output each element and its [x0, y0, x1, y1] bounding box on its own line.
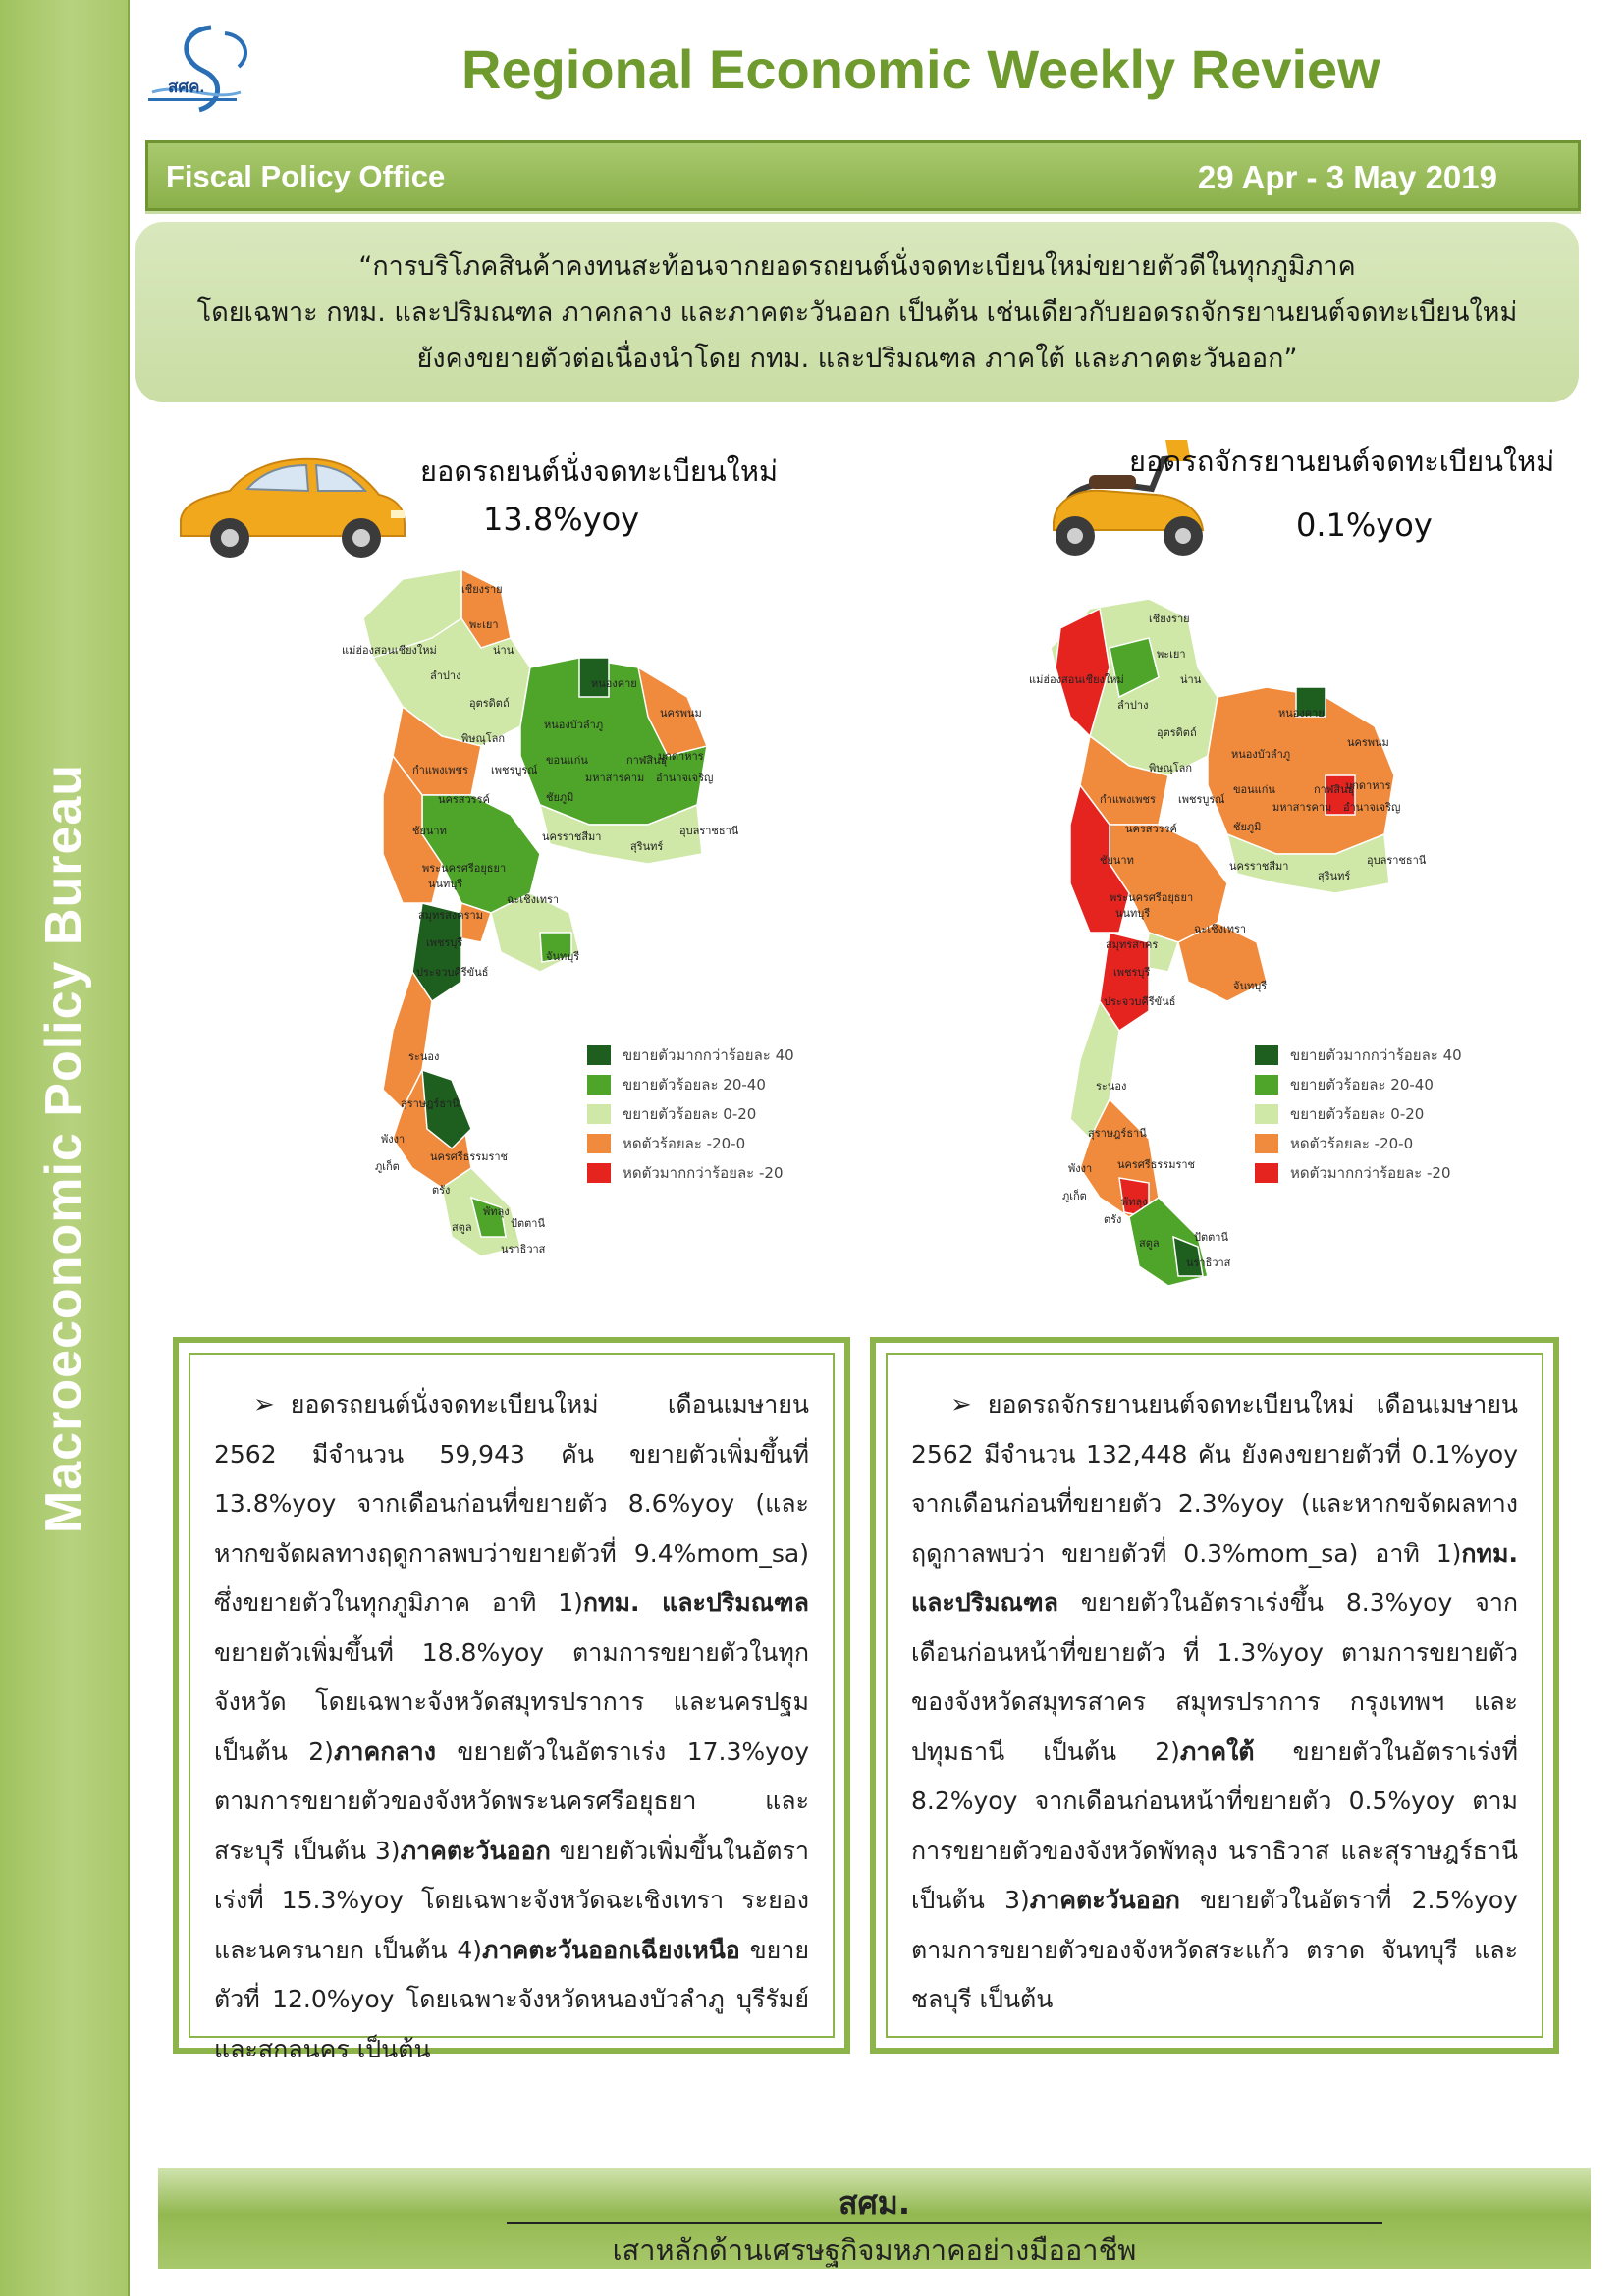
map-legend-left [587, 1041, 794, 1188]
map-label: อุบลราชธานี [1367, 854, 1427, 867]
map-legend-right [1255, 1041, 1462, 1188]
logo-text: สศค. [168, 78, 205, 96]
footer-motto: เสาหลักด้านเศรษฐกิจมหภาคอย่างมืออาชีพ [612, 2233, 1137, 2267]
map-label: นครศรีธรรมราช [1117, 1158, 1196, 1171]
map-label: อุตรดิตถ์ [1157, 726, 1197, 739]
map-label: ตรัง [1104, 1213, 1122, 1226]
scooter-panel-value: 0.1%yoy [1296, 507, 1433, 544]
legend-swatch [1255, 1045, 1278, 1065]
map-label: เพชรบูรณ์ [1178, 793, 1225, 806]
text-run: ขยายตัวที่ 12.0%yoy โดยเฉพาะจังหวัดหนองบัวลำภู บุรีรัมย์ และสกลนคร เป็นต้น [214, 1935, 810, 2063]
map-label: นนทบุรี [428, 878, 463, 890]
map-label: ปัตตานี [1194, 1231, 1228, 1244]
legend-swatch [1255, 1104, 1278, 1124]
legend-label: ขยายตัวร้อยละ 20-40 [623, 1076, 766, 1094]
text-run: ขยายตัวในอัตราที่ 2.5%yoy ตามการขยายตัวของจังหวัดสระแก้ว ตราด จันทบุรี และชลบุรี เป็นต้น [911, 1886, 1519, 2013]
map-label: ฉะเชิงเทรา [507, 893, 560, 906]
text-run: ขยายตัวในอัตราเร่งที่ 8.2%yoy จากเดือนก่อนหน้าที่ขยายตัว 0.5%yoy ตามการขยายตัวของจังหวัดพัทลุง นราธิวาส และสุราษฎร์ธานี เป็นต้น 3) [911, 1736, 1518, 1914]
legend-item [587, 1099, 794, 1129]
summary-quote [135, 222, 1579, 402]
map-label: อำนาจเจริญ [656, 772, 714, 784]
map-label: ชัยนาท [1100, 854, 1134, 867]
car-panel-title: ยอดรถยนต์นั่งจดทะเบียนใหม่ [420, 454, 779, 488]
map-label: แม่ฮ่องสอนเชียงใหม่ [342, 644, 437, 657]
legend-item [1255, 1041, 1462, 1070]
map-label: ภูเก็ต [1062, 1190, 1087, 1202]
map-label: สุราษฎร์ธานี [401, 1097, 460, 1110]
map-label: นครศรีธรรมราช [430, 1150, 509, 1163]
map-label: กาฬสินธุ์ [1314, 783, 1355, 796]
text-run-bold: ภาคตะวันออก [1029, 1886, 1180, 1914]
map-label: แม่ฮ่องสอนเชียงใหม่ [1029, 673, 1124, 686]
map-label: พัทลุง [1121, 1196, 1148, 1208]
map-label: นครสวรรค์ [438, 793, 490, 806]
map-label: สตูล [452, 1221, 472, 1234]
map-label: สุรินทร์ [1318, 870, 1351, 882]
map-label: มุกดาหาร [658, 750, 704, 763]
sidebar [0, 0, 130, 2296]
text-run: ขยายตัวเพิ่มขึ้นในอัตราเร่งที่ 15.3%yoy โดยเฉพาะจังหวัดฉะเชิงเทรา ระยอง และนครนายก เป็นต้น 4) [214, 1836, 810, 1964]
page-title: Regional Economic Weekly Review [461, 38, 1380, 100]
map-label: พังงา [381, 1133, 406, 1146]
car-text-box [173, 1337, 850, 2063]
map-label: นนทบุรี [1115, 907, 1151, 920]
map-label: นครราชสีมา [1229, 860, 1289, 873]
footer-divider [507, 2222, 1382, 2224]
map-label: หนองบัวลำภู [1231, 748, 1291, 761]
map-label: นราธิวาส [501, 1243, 546, 1255]
map-label: มหาสารคาม [1272, 801, 1332, 814]
legend-label: ขยายตัวมากกว่าร้อยละ 40 [1290, 1046, 1462, 1064]
car-paragraph [214, 1380, 809, 2074]
map-label: เชียงราย [461, 583, 503, 596]
map-label: นครพนม [660, 707, 702, 720]
legend-swatch [587, 1163, 611, 1183]
text-run: ขยายตัวเพิ่มขึ้นที่ 18.8%yoy ตามการขยายตัวในทุกจังหวัด โดยเฉพาะจังหวัดสมุทรปราการ และนครปฐม เป็นต้น 2) [214, 1637, 809, 1766]
car-panel-value: 13.8%yoy [483, 501, 640, 538]
legend-item [1255, 1158, 1462, 1188]
map-label: เชียงราย [1149, 613, 1190, 625]
scooter-panel-title: ยอดรถจักรยานยนต์จดทะเบียนใหม่ [1129, 445, 1555, 478]
map-label: กาฬสินธุ์ [626, 754, 668, 767]
map-label: เพชรบุรี [1113, 966, 1151, 979]
map-label: ระนอง [1096, 1080, 1127, 1093]
map-label: กำแพงเพชร [412, 764, 468, 776]
motorcycle-text-box-inner [886, 1353, 1543, 2038]
map-label: เพชรบุรี [426, 936, 463, 949]
legend-label: ขยายตัวร้อยละ 0-20 [623, 1105, 757, 1123]
legend-label: หดตัวร้อยละ -20-0 [1290, 1135, 1414, 1152]
legend-label: ขยายตัวร้อยละ 20-40 [1290, 1076, 1434, 1094]
footer-abbreviation: สศม. [838, 2184, 911, 2221]
map-label: ภูเก็ต [375, 1160, 400, 1173]
motorcycle-text-box [870, 1337, 1559, 2054]
map-label: กำแพงเพชร [1100, 793, 1156, 806]
map-label: อุตรดิตถ์ [469, 697, 510, 710]
map-label: ตรัง [432, 1184, 451, 1197]
map-label: เพชรบูรณ์ [491, 764, 538, 776]
legend-item [1255, 1070, 1462, 1099]
map-label: ชัยภูมิ [1233, 821, 1262, 833]
map-label: สุราษฎร์ธานี [1088, 1127, 1147, 1140]
legend-item [587, 1129, 794, 1158]
map-label: จันทบุรี [1233, 980, 1268, 992]
map-label: มหาสารคาม [585, 772, 645, 784]
map-label: น่าน [1180, 673, 1202, 686]
legend-label: หดตัวร้อยละ -20-0 [623, 1135, 746, 1152]
text-run-bold: ภาคตะวันออก [400, 1836, 551, 1865]
office-name: Fiscal Policy Office [166, 159, 446, 193]
map-label: นครราชสีมา [542, 830, 602, 843]
map-label: พัทลุง [483, 1205, 510, 1218]
legend-label: ขยายตัวร้อยละ 0-20 [1290, 1105, 1425, 1123]
text-run: ยอดรถจักรยานยนต์จดทะเบียนใหม่ เดือนเมษายน 2562 มีจำนวน 132,448 คัน ยังคงขยายตัวที่ 0.1%yoy จากเดือนก่อนที่ขยายตัว 2.3%yoy (และหากขจัดผลทางฤดูกาลพบว่า ขยายตัวที่ 0.3%mom_sa) อาทิ 1) [911, 1390, 1518, 1568]
text-run-bold: กทม. และปริมณฑล [911, 1538, 1518, 1617]
logo-swirl [187, 27, 218, 110]
car-text-box-inner [189, 1353, 835, 2063]
legend-swatch [1255, 1075, 1278, 1095]
legend-label: หดตัวมากกว่าร้อยละ -20 [1290, 1164, 1451, 1182]
map-label: อุบลราชธานี [679, 825, 739, 837]
map-label: ลำปาง [430, 669, 461, 682]
map-label: สตูล [1139, 1237, 1160, 1250]
text-run: ยอดรถยนต์นั่งจดทะเบียนใหม่ เดือนเมษายน 2562 มีจำนวน 59,943 คัน ขยายตัวเพิ่มขึ้นที่ 13.8%yoy จากเดือนก่อนที่ขยายตัว 8.6%yoy (และหากขจัดผลทางฤดูกาลพบว่าขยายตัวที่ 9.4%mom_sa) ซึ่งขยายตัวในทุกภูมิภาค อาทิ 1) [214, 1390, 809, 1617]
legend-swatch [1255, 1134, 1278, 1153]
map-label: นครพนม [1347, 736, 1389, 749]
map-label: น่าน [493, 644, 514, 657]
map-label: พิษณุโลก [461, 732, 506, 745]
legend-swatch [587, 1075, 611, 1095]
map-label: ลำปาง [1117, 699, 1149, 712]
legend-swatch [1255, 1163, 1278, 1183]
map-label: พระนครศรีอยุธยา [422, 862, 507, 875]
text-run-bold: ภาคกลาง [333, 1736, 436, 1766]
legend-swatch [587, 1045, 611, 1065]
map-label: ปัตตานี [511, 1217, 545, 1230]
legend-item [587, 1041, 794, 1070]
thailand-map-motorcycle [1001, 589, 1492, 1296]
map-label: พิษณุโลก [1149, 762, 1193, 774]
legend-item [587, 1158, 794, 1188]
logo-swirl-inner [225, 33, 245, 67]
map-label: พะเยา [1157, 648, 1186, 661]
map-label: พังงา [1068, 1162, 1093, 1175]
map-label: นราธิวาส [1186, 1256, 1231, 1269]
map-label: จันทบุรี [546, 950, 580, 963]
date-range: 29 Apr - 3 May 2019 [1197, 159, 1497, 195]
map-label: สมุทรสาคร [1106, 938, 1159, 951]
quote-line: โดยเฉพาะ กทม. และปริมณฑล ภาคกลาง และภาคตะวันออก เป็นต้น เช่นเดียวกับยอดรถจักรยานยนต์จดทะเบียนใหม่ [196, 297, 1518, 328]
text-run-bold: ภาคใต้ [1179, 1736, 1255, 1766]
text-run-bold: กทม. และปริมณฑล [582, 1588, 809, 1617]
header-bar [145, 140, 1581, 211]
map-label: ฉะเชิงเทรา [1194, 923, 1247, 935]
arrow-bullet-icon: ➢ [950, 1390, 972, 1419]
map-label: พะเยา [469, 618, 499, 631]
map-label: ประจวบคีรีขันธ์ [416, 966, 489, 979]
legend-label: หดตัวมากกว่าร้อยละ -20 [623, 1164, 784, 1182]
car-icon [169, 452, 414, 561]
legend-swatch [587, 1104, 611, 1124]
map-label: นครสวรรค์ [1125, 823, 1177, 835]
map-label: สมุทรสงคราม [418, 909, 483, 922]
map-label: สุรินทร์ [630, 840, 664, 853]
text-run: ขยายตัวในอัตราเร่งขึ้น 8.3%yoy จากเดือนก่อนหน้าที่ขยายตัว ที่ 1.3%yoy ตามการขยายตัวของจังหวัดสมุทรสาคร สมุทรปราการ กรุงเทพฯ และปทุมธานี เป็นต้น 2) [911, 1588, 1518, 1766]
map-label: อำนาจเจริญ [1343, 801, 1401, 814]
fpo-logo [142, 20, 290, 128]
arrow-bullet-icon: ➢ [253, 1390, 275, 1419]
quote-line: “การบริโภคสินค้าคงทนสะท้อนจากยอดรถยนต์นั่งจดทะเบียนใหม่ขยายตัวดีในทุกภูมิภาค [358, 251, 1356, 282]
map-label: ขอนแก่น [546, 754, 588, 767]
sidebar-title: Macroeconomic Policy Bureau [35, 763, 92, 1534]
map-label: หนองคาย [1278, 707, 1325, 720]
footer-bar [158, 2168, 1591, 2269]
map-label: พระนครศรีอยุธยา [1110, 891, 1194, 904]
map-label: ชัยภูมิ [546, 791, 574, 804]
map-label: หนองบัวลำภู [544, 719, 604, 731]
map-label: ขอนแก่น [1233, 783, 1275, 796]
legend-item [1255, 1129, 1462, 1158]
legend-item [1255, 1099, 1462, 1129]
map-label: ระนอง [408, 1050, 440, 1063]
map-label: หนองคาย [591, 677, 637, 690]
map-label: ชัยนาท [412, 825, 447, 837]
legend-label: ขยายตัวมากกว่าร้อยละ 40 [623, 1046, 794, 1064]
text-run: ขยายตัวในอัตราเร่ง 17.3%yoy ตามการขยายตัวของจังหวัดพระนครศรีอยุธยา และสระบุรี เป็นต้น 3) [214, 1736, 810, 1865]
map-label: มุกดาหาร [1345, 779, 1391, 792]
text-run-bold: ภาคตะวันออกเฉียงเหนือ [482, 1935, 740, 1964]
legend-item [587, 1070, 794, 1099]
motorcycle-paragraph [911, 1380, 1518, 2025]
map-label: ประจวบคีรีขันธ์ [1104, 995, 1176, 1008]
quote-line: ยังคงขยายตัวต่อเนื่องนำโดย กทม. และปริมณฑล ภาคใต้ และภาคตะวันออก” [416, 344, 1298, 374]
legend-swatch [587, 1134, 611, 1153]
